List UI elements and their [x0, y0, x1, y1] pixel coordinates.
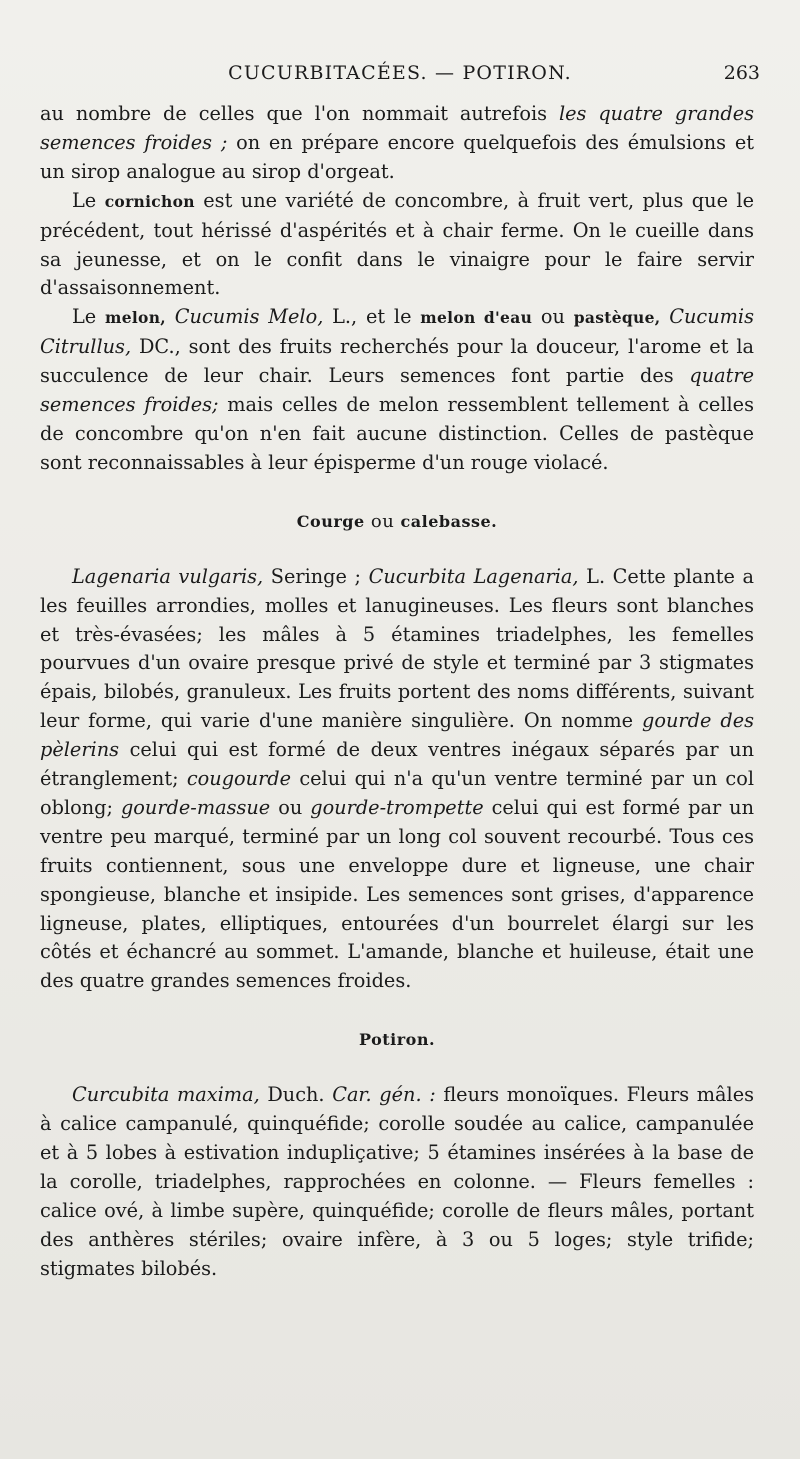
text-run: Le: [72, 188, 105, 212]
page-number: 263: [723, 62, 760, 84]
section-heading-courge: [40, 508, 754, 537]
text-run: L., et le: [323, 305, 421, 329]
text-run: mais celles de melon ressemblent tellement à celles de concombre qu'on n'en fait aucune distinction. Celles de pastèque sont reconnaissables à leur épisperme d'un rouge violacé.: [40, 393, 754, 474]
bold-term: melon d'eau: [420, 308, 533, 328]
section-heading-potiron: [40, 1026, 754, 1055]
heading-bold: Courge: [296, 511, 365, 531]
heading-bold: calebasse.: [400, 511, 498, 531]
italic-run: Curcubita maxima,: [72, 1083, 260, 1107]
text-run: celui qui est formé de deux ventres inégaux séparés par un étranglement;: [40, 738, 754, 791]
italic-run: Car. gén. :: [332, 1083, 436, 1107]
text-run: au nombre de celles que l'on nommait autrefois: [40, 102, 559, 125]
text-run: ou: [270, 795, 311, 819]
heading-plain: ou: [364, 510, 401, 532]
text-run: ou: [532, 305, 574, 329]
italic-run: Cucumis Melo,: [165, 305, 324, 329]
text-run: fleurs monoïques. Fleurs mâles à calice campanulé, quinquéfide; corolle soudée au calice, campanulée et à 5 lobes à estivation indupliçative; 5 étamines insérées à la base de la corolle, triadelphes, rapprochées en colonne. — Fleurs femelles : calice ové, à limbe supère, quinquéfide; corolle de fleurs mâles, portant des anthères stériles; ovaire infère, à 3 ou 5 loges; style trifide; stigmates bilobés.: [40, 1083, 755, 1280]
paragraph-curcubita: [40, 1081, 754, 1283]
italic-run: quatre semences froides;: [40, 364, 754, 417]
bold-term: cornichon: [104, 191, 195, 211]
text-run: Seringe ;: [263, 564, 369, 588]
italic-run: Cucurbita Lagenaria,: [368, 564, 579, 588]
heading-bold: Potiron.: [358, 1030, 436, 1050]
paragraph-melon: [40, 303, 754, 477]
paragraph-semences: [40, 100, 754, 187]
bold-term: melon,: [105, 308, 166, 328]
text-run: celui qui n'a qu'un ventre terminé par un col oblong;: [40, 767, 754, 819]
paragraph-cornichon: [40, 187, 754, 304]
italic-run: gourde des pèlerins: [40, 709, 754, 762]
text-run: celui qui est formé par un ventre peu marqué, terminé par un long col souvent recourbé. Tous ces fruits contiennent, sous une enveloppe dure et ligneuse, une chair spongieuse, blanche et insipide. Les semences sont grises, d'apparence ligneuse, plates, elliptiques, entourées d'un bourrelet élargi sur les côtés et échancré au sommet. L'amande, blanche et huileuse, était une des quatre grandes semences froides.: [40, 795, 754, 993]
text-run: on en prépare encore quelquefois des émulsions et un sirop analogue au sirop d'orgeat.: [40, 130, 754, 183]
paragraph-lagenaria: [40, 563, 754, 997]
italic-run: cougourde: [186, 767, 292, 791]
italic-run: gourde-trompette: [310, 795, 484, 819]
text-run: Le: [72, 305, 105, 329]
text-run: L. Cette plante a les feuilles arrondies, molles et lanugineuses. Les fleurs sont blanches et très-évasées; les mâles à 5 étamines triadelphes, les femelles pourvues d'un ovaire presque privé de style et terminé par 3 stigmates épais, bilobés, granuleux. Les fruits portent des noms différents, suivant leur forme, qui varie d'une manière singulière. On nomme: [40, 564, 754, 733]
text-run: DC., sont des fruits recherchés pour la douceur, l'arome et la succulence de leur chair. Leurs semences font partie des: [40, 335, 754, 388]
body-text: [40, 100, 754, 1284]
italic-run: les quatre grandes semences froides ;: [40, 102, 755, 154]
text-run: est une variété de concombre, à fruit vert, plus que le précédent, tout hérissé d'aspérités et à chair ferme. On le cueille dans sa jeunesse, et on le confit dans le vinaigre pour le faire servir d'assaisonnement.: [40, 188, 755, 300]
italic-run: Cucumis Citrullus,: [40, 305, 754, 359]
italic-run: Lagenaria vulgaris,: [72, 564, 264, 588]
running-title: CUCURBITACÉES. — POTIRON.: [228, 62, 572, 84]
bold-term: pastèque,: [573, 308, 661, 328]
italic-run: gourde-massue: [120, 795, 271, 819]
running-head: [40, 62, 760, 92]
text-run: Duch.: [259, 1083, 333, 1107]
